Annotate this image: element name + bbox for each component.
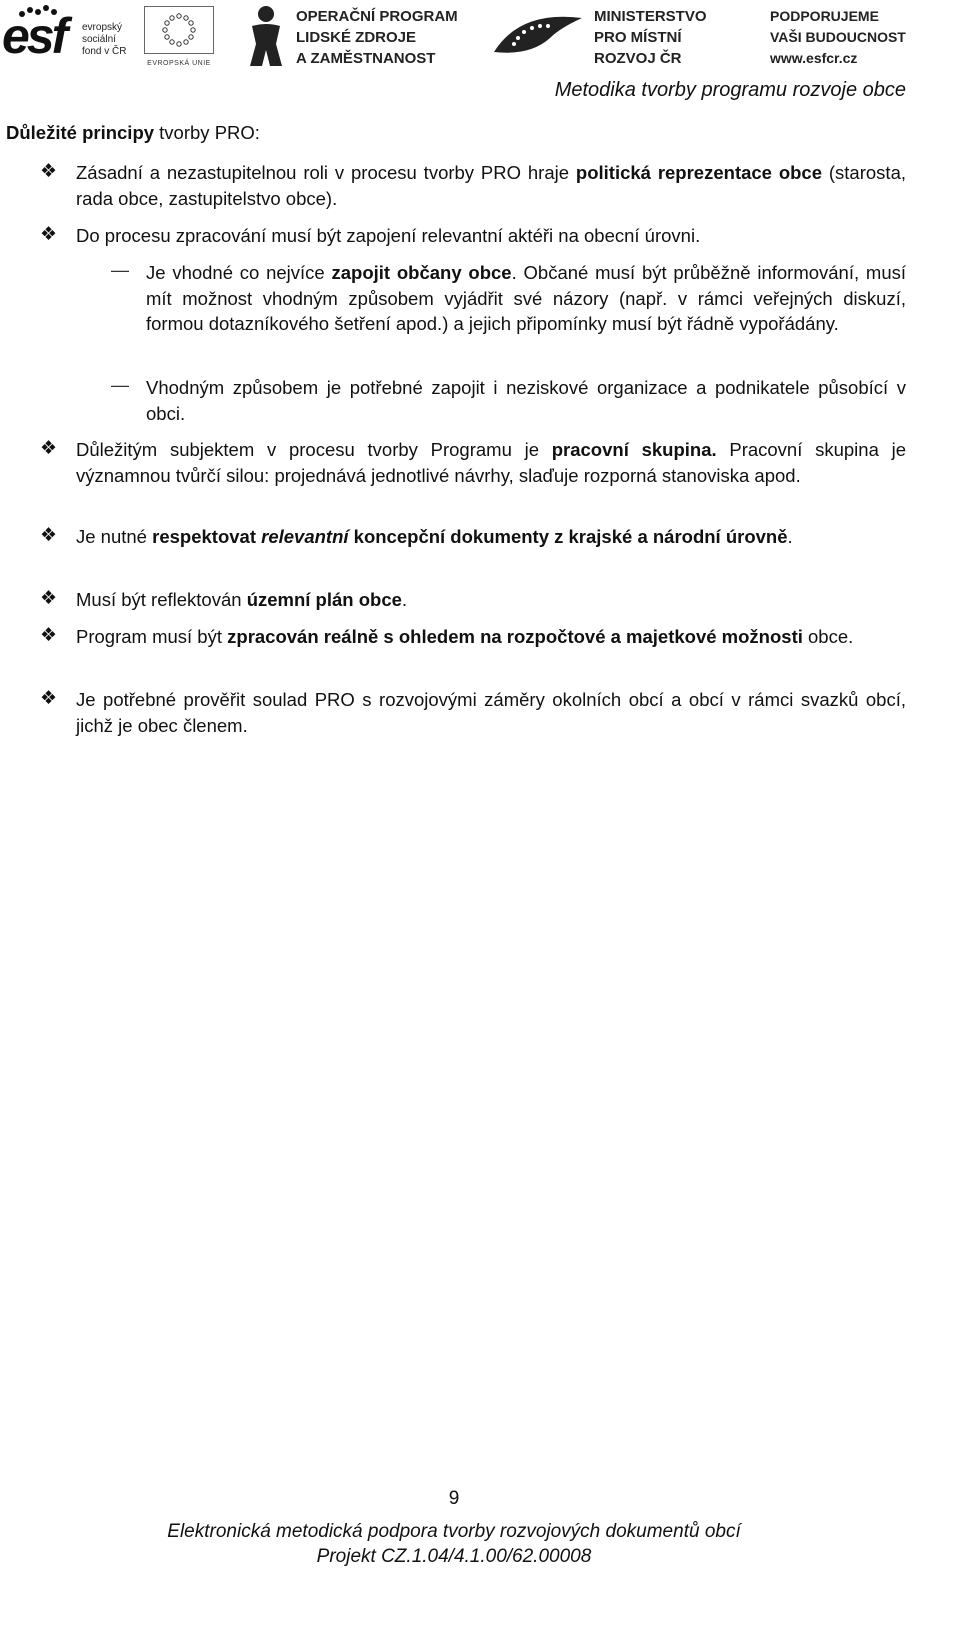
esf-logo-caption: evropský sociální fond v ČR: [82, 22, 127, 57]
item-text: Je potřebné prověřit soulad PRO s rozvojovými záměry okolních obcí a obcí v rámci svazků obcí, jichž je obec členem.: [76, 689, 906, 736]
item-text: Je nutné: [76, 526, 153, 547]
eu-flag-icon: [144, 6, 214, 54]
page-number: 9: [448, 1488, 460, 1509]
op-line-1: OPERAČNÍ PROGRAM: [296, 8, 458, 25]
mmr-text: [594, 6, 707, 69]
mmr-line-1: MINISTERSTVO: [594, 8, 707, 25]
op-figure-icon: [246, 4, 286, 68]
item-bold: politická reprezentace obce: [575, 162, 823, 183]
item-text: Do procesu zpracování musí být zapojení relevantní aktéři na obecní úrovni.: [76, 225, 701, 246]
support-text: [770, 6, 906, 69]
op-lzz-logo: [246, 4, 476, 74]
item-bold: pracovní skupina.: [551, 439, 717, 460]
dash-bullet-icon: —: [111, 260, 129, 280]
item-text: Pracovní skupina je významnou tvůrčí silou: projednává jednotlivé návrhy, slaďuje rozporná stanoviska apod.: [76, 439, 906, 486]
mmr-logo: [490, 4, 750, 74]
item-bold: zpracován reálně s ohledem na rozpočtové a majetkové možnosti: [227, 626, 803, 647]
diamond-bullet-icon: ❖: [40, 438, 58, 459]
item-text: Vhodným způsobem je potřebné zapojit i neziskové organizace a podnikatele působící v obci.: [146, 377, 906, 424]
item-text: Musí být reflektován: [76, 589, 247, 610]
diamond-bullet-icon: ❖: [40, 224, 58, 245]
diamond-bullet-icon: ❖: [40, 525, 58, 546]
running-title: Metodika tvorby programu rozvoje obce: [554, 79, 906, 101]
item-bold: koncepční dokumenty z krajské a národní úrovně: [348, 526, 788, 547]
dash-bullet-icon: —: [111, 375, 129, 395]
esf-logo-text: esf: [2, 8, 66, 64]
list-item: [76, 437, 906, 488]
item-text: .: [787, 526, 793, 547]
support-logo: [770, 4, 956, 74]
item-text: . Občané musí být průběžně informování, musí mít možnost vhodným způsobem vyjádřit své názory (např. v rámci veřejných diskuzí, formou dotazníkového šetření apod.) a jejich připomínky musí být řádně vypořádány.: [146, 262, 906, 334]
item-text: obce.: [802, 626, 854, 647]
support-line-2: VAŠI BUDOUCNOST: [770, 29, 906, 45]
sub-list-item: [146, 375, 906, 426]
op-lzz-text: [296, 6, 458, 69]
mmr-line-3: ROZVOJ ČR: [594, 50, 682, 67]
footer-line-2: Projekt CZ.1.04/4.1.00/62.00008: [316, 1546, 592, 1567]
section-heading: [6, 122, 260, 144]
mmr-emblem-icon: [490, 8, 586, 66]
sub-list-item: [146, 260, 906, 337]
item-text: Zásadní a nezastupitelnou roli v procesu tvorby PRO hraje: [76, 162, 576, 183]
op-line-2: LIDSKÉ ZDROJE: [296, 29, 417, 46]
op-line-3: A ZAMĚSTNANOST: [296, 50, 436, 67]
item-text: Program musí být: [76, 626, 228, 647]
item-text: Důležitým subjektem v procesu tvorby Programu je: [76, 439, 552, 460]
eu-logo: [138, 2, 220, 72]
section-heading-bold: Důležité principy: [6, 122, 155, 143]
list-item: [76, 687, 906, 738]
list-item: [76, 223, 906, 249]
item-bold: respektovat: [152, 526, 262, 547]
header-logo-band: [0, 0, 960, 78]
esf-logo: [2, 2, 134, 70]
mmr-line-2: PRO MÍSTNÍ: [594, 29, 682, 46]
item-bold: zapojit občany obce: [331, 262, 512, 283]
item-bold-italic: relevantní: [261, 526, 349, 547]
support-url: www.esfcr.cz: [770, 50, 858, 66]
item-text: .: [401, 589, 408, 610]
diamond-bullet-icon: ❖: [40, 688, 58, 709]
footer-line-1: Elektronická metodická podpora tvorby rozvojových dokumentů obcí: [167, 1521, 741, 1542]
eu-logo-caption: EVROPSKÁ UNIE: [147, 60, 211, 67]
diamond-bullet-icon: ❖: [40, 625, 58, 646]
item-text: (starosta, rada obce, zastupitelstvo obce).: [76, 162, 906, 209]
support-line-1: PODPORUJEME: [770, 8, 879, 24]
list-item: [76, 524, 906, 550]
diamond-bullet-icon: ❖: [40, 588, 58, 609]
list-item: [76, 160, 906, 211]
list-item: [76, 587, 906, 613]
item-text: Je vhodné co nejvíce: [146, 262, 332, 283]
item-bold: územní plán obce: [246, 589, 402, 610]
list-item: [76, 624, 906, 650]
section-heading-rest: tvorby PRO:: [154, 122, 260, 143]
diamond-bullet-icon: ❖: [40, 161, 58, 182]
